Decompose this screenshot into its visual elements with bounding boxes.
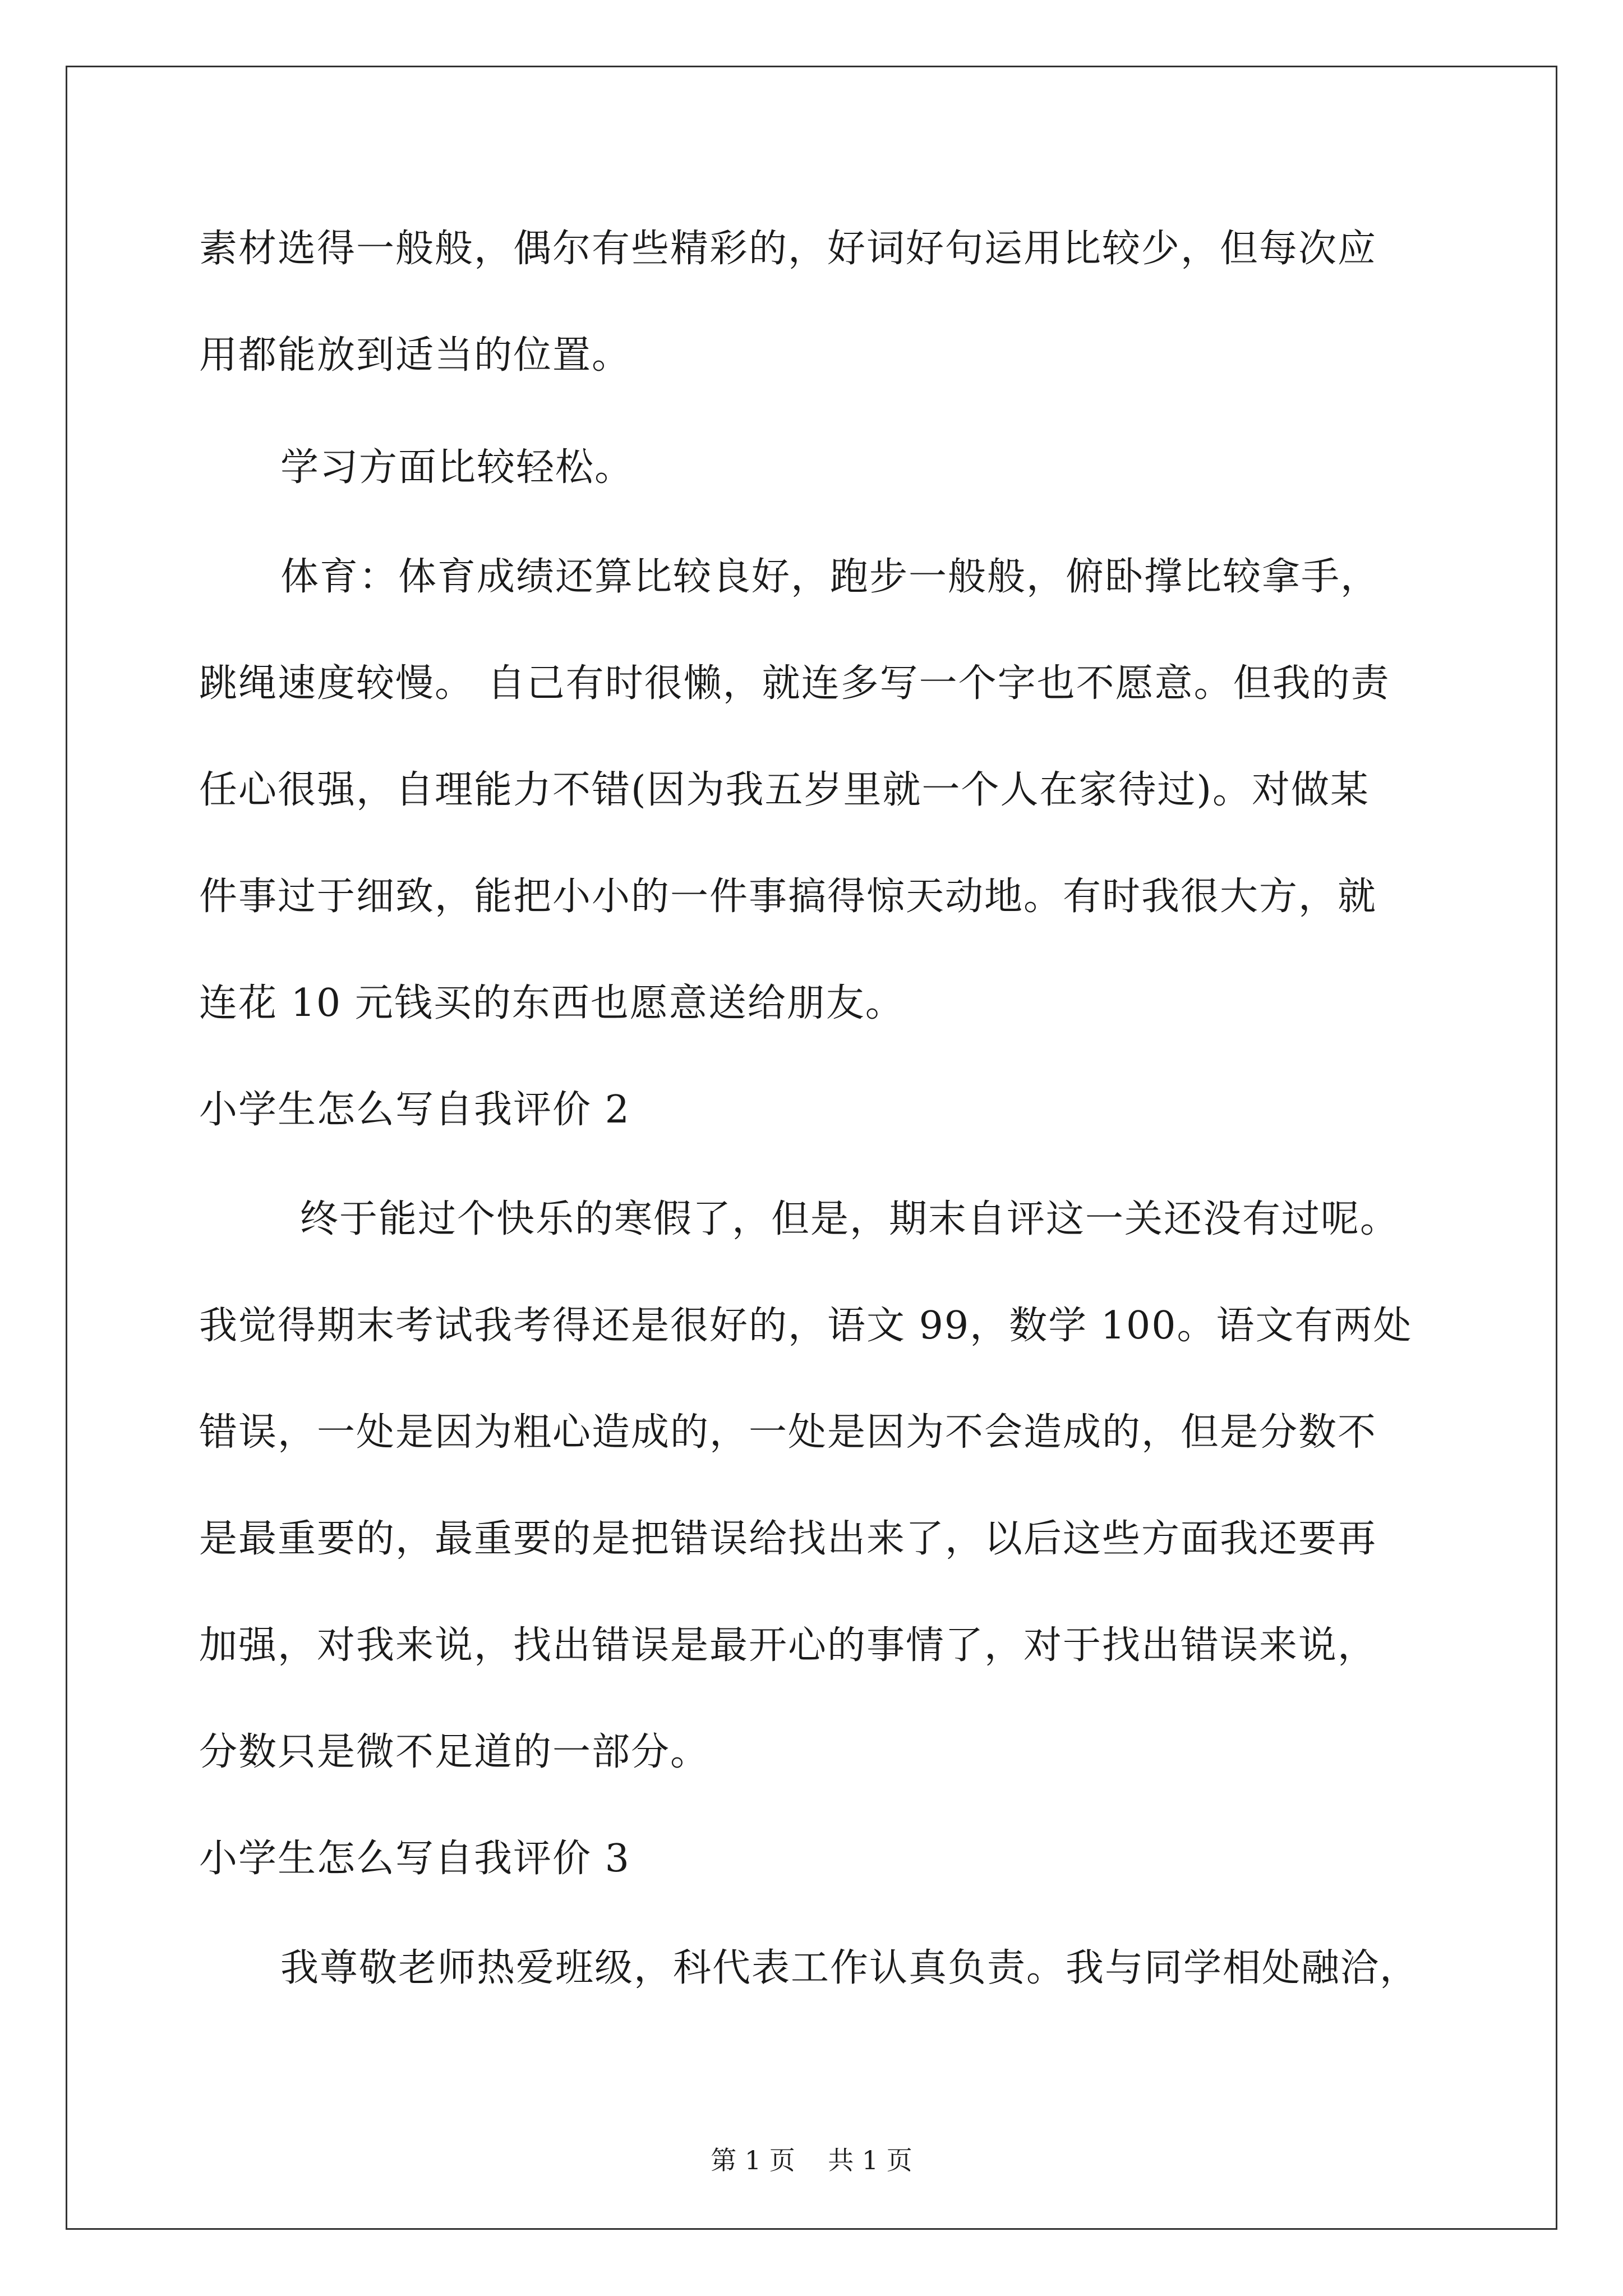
- paragraph-line: 用都能放到适当的位置。: [199, 333, 631, 378]
- page-footer: 第 1 页 共 1 页: [711, 2145, 912, 2175]
- paragraph-line: 错误，一处是因为粗心造成的，一处是因为不会造成的，但是分数不: [199, 1410, 1377, 1455]
- paragraph-line: 是最重要的，最重要的是把错误给找出来了，以后这些方面我还要再: [199, 1517, 1377, 1561]
- paragraph-line: 终于能过个快乐的寒假了，但是，期末自评这一关还没有过呢。: [300, 1197, 1400, 1241]
- paragraph-line: 我觉得期末考试我考得还是很好的，语文 99，数学 100。语文有两处: [199, 1304, 1413, 1348]
- paragraph-line: 跳绳速度较慢。 自己有时很懒，就连多写一个字也不愿意。但我的责: [199, 661, 1390, 706]
- paragraph-line: 分数只是微不足道的一部分。: [199, 1730, 710, 1774]
- paragraph-line: 体育：体育成绩还算比较良好，跑步一般般，俯卧撑比较拿手，: [280, 555, 1380, 599]
- paragraph-line: 加强，对我来说，找出错误是最开心的事情了，对于找出错误来说，: [199, 1623, 1377, 1668]
- paragraph-line: 连花 10 元钱买的东西也愿意送给朋友。: [199, 981, 905, 1025]
- paragraph-line: 件事过于细致，能把小小的一件事搞得惊天动地。有时我很大方，就: [199, 875, 1377, 919]
- section-heading: 小学生怎么写自我评价 2: [199, 1088, 630, 1132]
- paragraph-line: 任心很强，自理能力不错(因为我五岁里就一个人在家待过)。对做某: [199, 768, 1370, 812]
- section-heading: 小学生怎么写自我评价 3: [199, 1837, 630, 1881]
- paragraph-line: 素材选得一般般，偶尔有些精彩的，好词好句运用比较少，但每次应: [199, 227, 1377, 271]
- page-border: [66, 66, 1557, 2230]
- paragraph-line: 学习方面比较轻松。: [280, 445, 634, 490]
- paragraph-line: 我尊敬老师热爱班级，科代表工作认真负责。我与同学相处融洽，: [280, 1946, 1419, 1990]
